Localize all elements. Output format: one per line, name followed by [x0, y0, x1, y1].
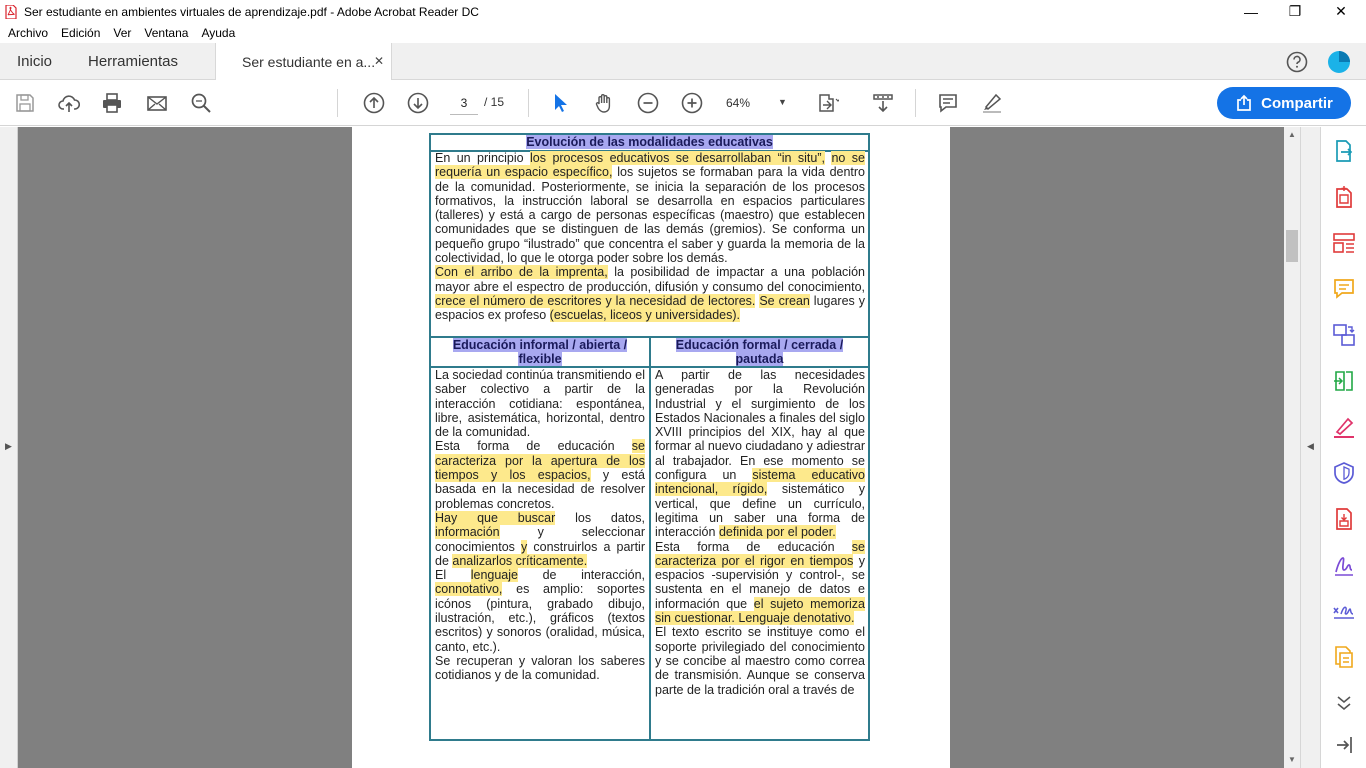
comment-icon[interactable] [936, 91, 960, 115]
share-icon [1235, 94, 1253, 112]
previous-page-icon[interactable] [362, 91, 386, 115]
toolbar [0, 80, 1366, 126]
left-paragraph: Hay que buscar los datos, información y seleccionar conocimientos y construirlos a partir de analizarlos críticamente. [435, 510, 645, 568]
right-paragraph: Esta forma de educación se caracteriza por el rigor en tiempos y espacios -supervisión y control-, se sustenta en el manejo de datos e información que el sujeto memoriza sin cuestionar. Lenguaje denotativo. [655, 539, 865, 626]
intro-paragraph: En un principio los procesos educativos se desarrollaban “in situ”, no se requería un espacio específico, los sujetos se formaban para la vida dentro de la comunidad. Posteriormente, se inicia la separación de los procesos formativos, la instrucción laboral se desarrolla en espacios particulares (talleres) y está a cargo de personas específicas (maestro) que establecen comunidades que se distinguen de las demás (gremios). Se conforma un pequeño grupo “ilustrado” que concentra el saber y guarda la memoria de la colectividad, lo que le otorga poder sobre los demás. [435, 151, 865, 266]
menu-bar [0, 23, 1366, 43]
scroll-mode-icon[interactable] [871, 91, 895, 115]
right-column-body [655, 368, 865, 741]
intro-text [435, 151, 865, 337]
menu-edicion[interactable]: Edición [61, 26, 101, 40]
window-title: Ser estudiante en ambientes virtuales de aprendizaje.pdf - Adobe Acrobat Reader DC [24, 4, 479, 19]
close-tab-icon[interactable]: ✕ [373, 54, 384, 68]
certificate-sign-icon[interactable] [1332, 599, 1356, 623]
organize-pages-icon[interactable] [1332, 231, 1356, 255]
right-column-header: Educación formal / cerrada / pautada [675, 338, 844, 366]
create-pdf-icon[interactable] [1332, 185, 1356, 209]
restore-button[interactable]: ❐ [1288, 3, 1302, 19]
notes-icon[interactable] [1332, 645, 1356, 669]
menu-archivo[interactable]: Archivo [8, 26, 49, 40]
main-header-text: Evolución de las modalidades educativas [526, 135, 773, 149]
sign-icon[interactable] [1332, 553, 1356, 577]
tools-panel [1320, 127, 1366, 768]
tab-bar [0, 43, 1366, 80]
help-icon[interactable] [1286, 51, 1308, 78]
select-pointer-icon[interactable] [548, 91, 572, 115]
scroll-down-icon[interactable]: ▼ [1288, 755, 1296, 764]
highlight-pen-icon[interactable] [980, 91, 1004, 115]
right-panel-toggle[interactable] [1300, 127, 1320, 768]
save-icon[interactable] [13, 91, 37, 115]
cloud-upload-icon[interactable] [57, 91, 81, 115]
toolbar-separator [337, 89, 338, 117]
email-icon[interactable] [145, 91, 169, 115]
zoom-out-icon[interactable] [636, 91, 660, 115]
page-fit-icon[interactable] [816, 91, 840, 115]
share-button[interactable] [1217, 87, 1351, 119]
hand-tool-icon[interactable] [592, 91, 616, 115]
account-avatar-icon[interactable] [1327, 50, 1351, 79]
toolbar-separator [915, 89, 916, 117]
left-panel-toggle[interactable] [0, 127, 18, 768]
collapse-right-icon[interactable]: ◀ [1307, 441, 1314, 451]
minimize-button[interactable]: — [1244, 3, 1258, 20]
intro-paragraph: Con el arribo de la imprenta, la posibilidad de impactar a una población mayor abre el espectro de producción, difusión y consumo del conocimiento, crece el número de escritores y la necesidad de lectores. Se crean lugares y espacios ex profeso (escuelas, liceos y universidades). [435, 265, 865, 323]
tab-document-label: Ser estudiante en a... [242, 53, 376, 70]
scroll-up-icon[interactable]: ▲ [1288, 130, 1296, 139]
zoom-in-icon[interactable] [680, 91, 704, 115]
left-paragraph: La sociedad continúa transmitiendo el saber colectivo a partir de la interacción cotidiana: espontánea, libre, asistemática, horizontal, dentro de la comunidad. [435, 368, 645, 440]
vertical-scrollbar[interactable] [1284, 127, 1300, 768]
right-paragraph: El texto escrito se instituye como el soporte privilegiado del conocimiento y se concibe al maestro como correa de transmisión. Aunque se conserva parte de la tradición oral a través de [655, 625, 865, 697]
left-column-body [435, 368, 645, 741]
search-icon[interactable] [189, 91, 213, 115]
left-paragraph: Se recuperan y valoran los saberes cotidianos y de la comunidad. [435, 653, 645, 683]
right-paragraph: A partir de las necesidades generadas por la Revolución Industrial y el surgimiento de los Estados Nacionales a finales del siglo XVIII principios del XIX, hay al que formar al nuevo ciudadano y adiestrar al trabajador. En ese momento se configura un sistema educativo intencional, rígido, sistemático y vertical, que define un currículo, legitima un saber una forma de interacción definida por el poder. [655, 368, 865, 540]
left-column-header: Educación informal / abierta / flexible [452, 338, 628, 366]
zoom-level[interactable]: 64% [726, 96, 751, 110]
title-bar [0, 0, 1366, 23]
more-tools-icon[interactable] [1332, 691, 1356, 715]
toolbar-separator [528, 89, 529, 117]
menu-ventana[interactable]: Ventana [144, 26, 189, 40]
page-total: / 15 [484, 95, 505, 109]
export-pdf-red-icon[interactable] [1332, 507, 1356, 531]
share-label: Compartir [1261, 94, 1333, 112]
collapse-panel-icon[interactable] [1332, 733, 1356, 757]
tab-inicio[interactable]: Inicio [17, 53, 53, 70]
pdf-file-icon [5, 5, 17, 19]
fill-sign-icon[interactable] [1332, 415, 1356, 439]
combine-files-icon[interactable] [1332, 323, 1356, 347]
left-paragraph: Esta forma de educación se caracteriza por la apertura de los tiempos y los espacios, y está basada en la necesidad de resolver problemas concretos. [435, 439, 645, 511]
scrollbar-thumb[interactable] [1286, 230, 1298, 262]
tab-document[interactable] [215, 43, 392, 80]
print-icon[interactable] [100, 91, 124, 115]
next-page-icon[interactable] [406, 91, 430, 115]
add-comment-icon[interactable] [1332, 277, 1356, 301]
tab-herramientas[interactable]: Herramientas [88, 53, 179, 70]
edit-pdf-icon[interactable] [1332, 369, 1356, 393]
left-paragraph: El lenguaje de interacción, connotativo, es amplio: soportes icónos (pintura, grabado dibujo, ilustración, etc.), gráficos (textos escritos) y sonoros (oralidad, música, canto, etc.). [435, 568, 645, 654]
menu-ayuda[interactable]: Ayuda [201, 26, 236, 40]
menu-ver[interactable]: Ver [113, 26, 132, 40]
expand-left-icon[interactable]: ▶ [5, 441, 12, 451]
page-number-input[interactable] [450, 91, 478, 115]
table-main-header [431, 135, 868, 151]
table-column-divider [649, 338, 651, 741]
export-pdf-icon[interactable] [1332, 139, 1356, 163]
document-table [429, 133, 870, 741]
close-button[interactable]: ✕ [1335, 3, 1347, 19]
protect-icon[interactable] [1332, 461, 1356, 485]
zoom-dropdown-icon[interactable]: ▼ [778, 97, 787, 107]
